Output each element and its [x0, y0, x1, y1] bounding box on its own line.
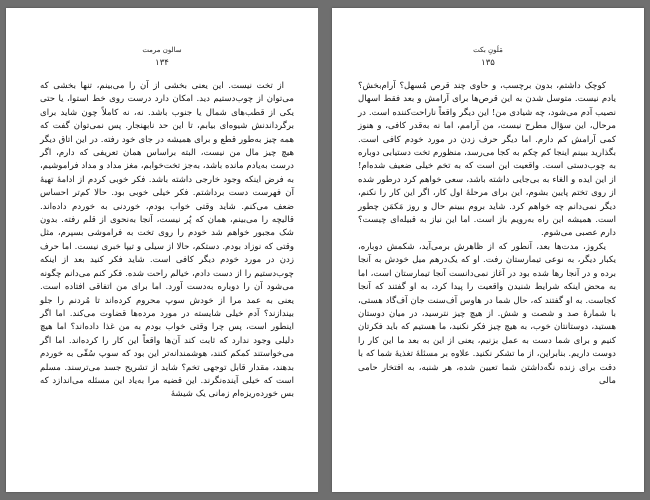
right-page — [332, 8, 644, 492]
right-running-head: مَلَونِ بکت — [473, 46, 503, 54]
left-body-text — [40, 80, 294, 402]
left-running-head: سالون مرمت — [142, 46, 182, 54]
right-body-text — [358, 80, 616, 388]
left-paragraph: از تخت نیست. این یعنی بخشی از آن را می‌بینم، تنها بخشی که می‌توان از چوب‌دستیم دید. امکان دارد درست روی خط استوا، یا حتی یکی از قطب‌های شمال یا جنوب باشد. نه، نه کاملاً چون شاید برای برگرداندنش شیوه‌ای بیابم، تا این حد نابهنجار. پس نمی‌توان گفت که همه چیز به‌طور قطع و برای همیشه در جای خود رفته. در این اتاق دیگر هیچ چیز مال من نیست، البته براساس همان تعریفی که دارم، اگر درست به‌یادم مانده باشد، به‌جز تخت‌خوابم، مغز مداد و مداد فراموشیم، به فرض اینکه وجود خارجی داشته باشد. فکر خوبی کردم از ادامهٔ تهیهٔ آن فهرست دست برداشتم. فکر خیلی خوبی بود. حالا کم‌تر احساس ضعف می‌کنم. شاید وقتی خواب بودم، خوردنی به خوردم داده‌اند. قالیچه را می‌بینم، همان که پُر نیست، آنجا به‌نحوی از قلم رفته. بدون شک مجبور خواهم شد خودم را روی تخت به فراموشی بسپرم، مثل وقتی که نوزاد بودم. دستکم، حالا از سیلی و تیپا خبری نیست. اما حرف زدن در مورد خودم دیگر کافی است. شاید فکر کنید بعد از اینکه چوب‌دستیم را از دست دادم، خیالم راحت شده. فکر کنم می‌دانم چگونه می‌شود آن را دوباره به‌دست آورد. اما برای من اتفاقی افتاده است. یعنی به عمد مرا از خودش سوپ محروم کرده‌اند تا مُردنم را جلو بیندازند؟ آدم خیلی شایسته‌ در مورد مرده‌ها قضاوت می‌کند. اما اگر اینطور است، پس چرا وقتی خواب بودم به من غذا داده‌اند؟ اما هیچ دلیلی وجود ندارد که ثابت کند آن‌ها واقعاً این کار را کرده‌اند. اما اگر می‌خواستند کمکم کنند، هوشمندانه‌تر این بود که سوپ سُقّی به خوردم بدهند، مقدار قابل توجهی تخم؟ شاید از تشریح جسد می‌ترسند. مسلم است که خیلی آینده‌نگرند. این قضیه مرا به‌یاد این مسئله می‌اندازد که بس خورده‌ریزه‌ام زمانی یک شیشهٔ — [40, 81, 294, 400]
right-paragraph-2: یکروز، مدت‌ها بعد، آنطور که از ظاهرش برمی‌آید، شکمش دوباره، یکبار دیگر، به نوعی تیمارستان رفت. او که یک‌درهم میل خودش به آنجا برده و در آنجا رها شده بود در آغاز نمی‌دانست آنجا تیمارستان است، اما به محض اینکه شرایط شنیدن واقعیت را پیدا کرد، به او گفتند که آنجا کجاست. به او گفتند که، حال شما در هاوس آف‌سنت جان آف‌گاد هستی، با شمارهٔ صد و شصت و شش. از هیچ چیز نترسید، در میان دوستان هستید، دوستانتان خوب، به هیچ چیز فکر نکنید، ما هستیم که باید فکرتان کنیم و برای شما دست به عمل بزنیم، یعنی از این به بعد ما این کار را دوست داریم. بنابراین، از ما تشکر نکنید. علاوه بر مسئلهٔ تغذیهٔ شما که با دقت برای زنده نگه‌داشتن شما تعیین شده، هر شنبه، به افتخار حامی مالی — [358, 241, 616, 386]
page-gutter — [318, 8, 332, 492]
right-page-number: ۱۳۵ — [481, 58, 495, 68]
right-paragraph-1: کوچک داشتم، بدون برچسب، و حاوی چند قرص مُسهل؟ آرام‌بخش؟ یادم نیست. متوسل شدن به این قرص‌ها برای آرامش و بعد فقط اسهال نصیب آدم می‌شود، چه شیادی من! این دیگر واقعاً ناراحت‌کننده است. در مرحال، این سؤال مطرح نیست، من آرامم، اما نه به‌قدر کافی، و هنوز کمی آرامش کم دارم. اما دیگر حرف زدن در مورد خودم کافی است. بگذارید ببینم اینجا کم چکم به کجا می‌رسد، منظورم تخت دستیابی دوباره به چوب‌دستی است. واقعیت این است که به تخم خیلی ضعیف شده‌ام! از این ایده و الغاء به بی‌جایی داشته باشد، سعی خواهم کرد درطور شده از روی تختم پایین بشوم، این برای مرحلهٔ اول کار، اگر این کار را نکنم، دیگر نمی‌دانم چه خواهم کرد. شاید بروم ببینم حال و روز مَکمَن چطور است. همیشه این راه به‌رویم باز است. اما این نیاز به قبیله‌ای چیست؟ دارم عصبی می‌شوم. — [358, 81, 616, 239]
left-page-number: ۱۳۴ — [155, 58, 169, 68]
left-page — [6, 8, 318, 492]
